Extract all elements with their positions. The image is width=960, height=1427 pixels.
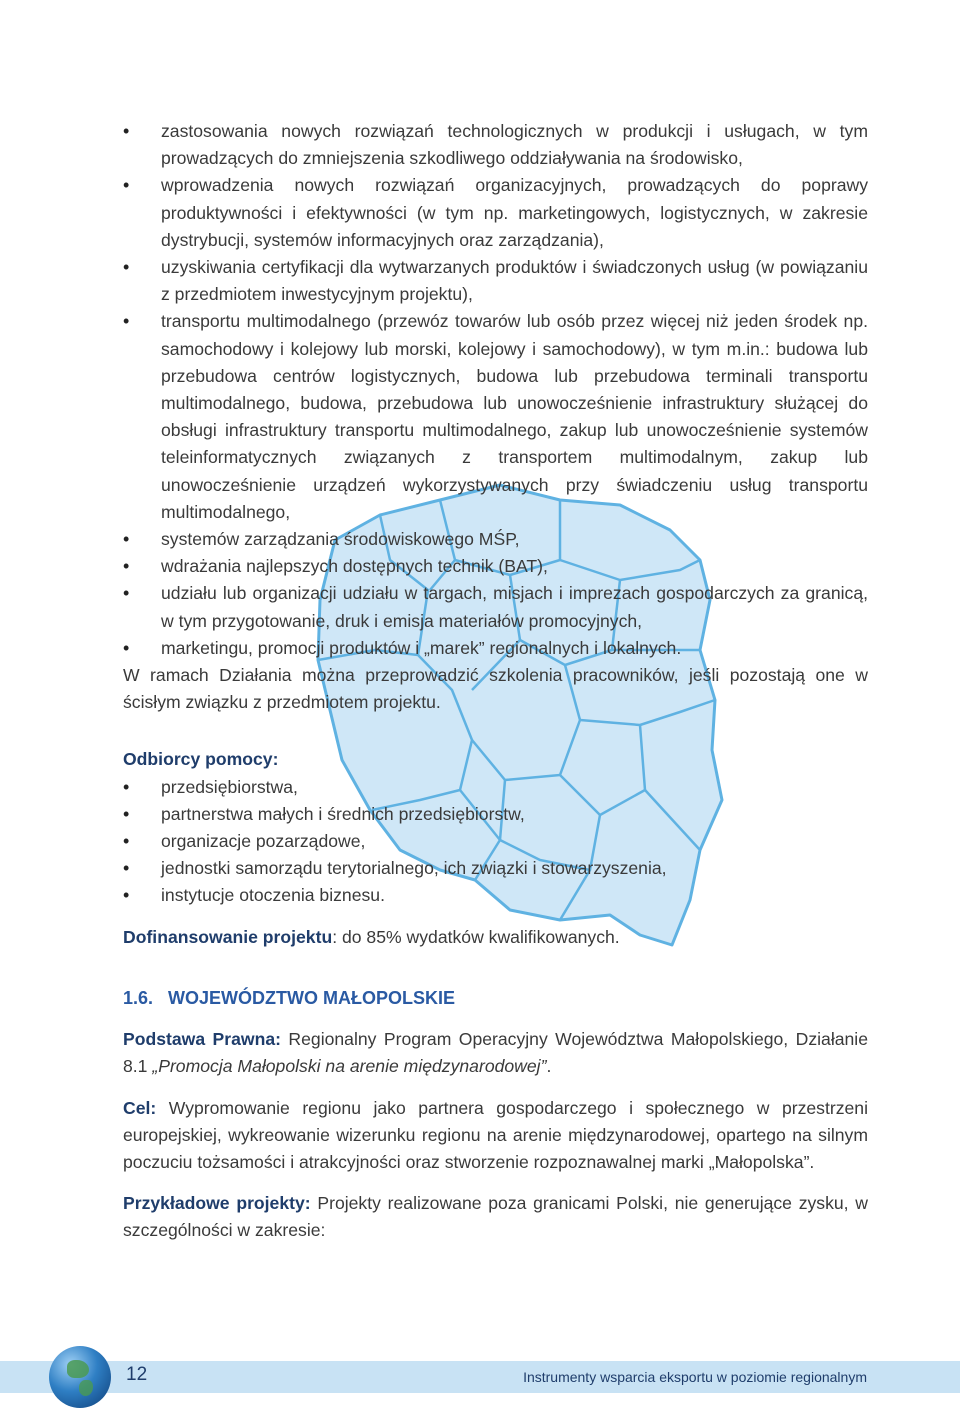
list-item: • przedsiębiorstwa, (123, 774, 868, 801)
recipients-heading: Odbiorcy pomocy: (123, 749, 279, 770)
intro-bullet-list (123, 118, 868, 662)
goal-text: Wypromowanie regionu jako partnera gospodarczego i społecznego w przestrzeni europejskiej, wykreowanie wizerunku regionu na arenie międzynarodowej, opartego na silnym poczuciu tożsamości i atrakcyjności oraz stworzenie rozpoznawalnej marki „Małopolska”. (123, 1097, 868, 1172)
example-projects-text: Projekty realizowane poza granicami Polski, nie generujące zysku, w szczególności w zakresie: (123, 1193, 868, 1241)
training-paragraph: W ramach Działania można przeprowadzić szkolenia pracowników, jeśli pozostają one w ścisłym związku z przedmiotem projektu. (123, 665, 868, 713)
list-item: • partnerstwa małych i średnich przedsiębiorstw, (123, 801, 868, 828)
funding-label: Dofinansowanie projektu (123, 926, 333, 947)
legal-basis-text: Regionalny Program Operacyjny Województwa Małopolskiego, Działanie 8.1 (123, 1029, 868, 1077)
list-item: • uzyskiwania certyfikacji dla wytwarzanych produktów i świadczonych usług (w powiązaniu z przedmiotem inwestycyjnym projektu), (123, 254, 868, 308)
list-item: • transportu multimodalnego (przewóz towarów lub osób przez więcej niż jeden środek np. samochodowy i kolejowy lub morski, kolejowy i samochodowy), w tym m.in.: budowa lub przebudowa centrów logistycznych, budowa lub przebudowa terminali transportu multimodalnego, budowa, przebudowa lub unowocześnienie infrastruktury służącej do obsługi infrastruktury transportu multimodalnego, zakup lub unowocześnienie systemów teleinformatycznych związanych z transportem multimodalnym, zakup lub unowocześnienie urządzeń wykorzystywanych przy świadczeniu usług transportu multimodalnego, (123, 308, 868, 526)
list-item: • wprowadzenia nowych rozwiązań organizacyjnych, prowadzących do poprawy produktywności i efektywności (w tym np. marketingowych, logistycznych, w zakresie dystrybucji, systemów informacyjnych oraz zarządzania), (123, 172, 868, 254)
recipients-list (123, 774, 868, 910)
goal-label: Cel: (123, 1097, 157, 1118)
section-title: WOJEWÓDZTWO MAŁOPOLSKIE (168, 987, 456, 1008)
funding-text: : do 85% wydatków kwalifikowanych. (332, 926, 620, 947)
list-item: • instytucje otoczenia biznesu. (123, 882, 868, 909)
globe-icon (49, 1346, 111, 1408)
legal-basis-label: Podstawa Prawna: (123, 1029, 281, 1050)
goal-paragraph (123, 1095, 868, 1177)
list-item: • udziału lub organizacji udziału w targach, misjach i imprezach gospodarczych za granicą, w tym przygotowanie, druk i emisja materiałów promocyjnych, (123, 580, 868, 634)
list-item: • wdrażania najlepszych dostępnych technik (BAT), (123, 553, 868, 580)
page-content (123, 118, 868, 1245)
section-number: 1.6. (123, 987, 154, 1008)
example-projects-label: Przykładowe projekty: (123, 1193, 311, 1214)
list-item: • marketingu, promocji produktów i „marek” regionalnych i lokalnych. (123, 635, 868, 662)
legal-basis-paragraph (123, 1026, 868, 1080)
page-number: 12 (126, 1364, 148, 1385)
list-item: • jednostki samorządu terytorialnego, ich związki i stowarzyszenia, (123, 855, 868, 882)
list-item: • systemów zarządzania środowiskowego MŚP, (123, 526, 868, 553)
footer-title: Instrumenty wsparcia eksportu w poziomie regionalnym (523, 1369, 867, 1385)
list-item: • zastosowania nowych rozwiązań technologicznych w produkcji i usługach, w tym prowadzących do zmniejszenia szkodliwego oddziaływania na środowisko, (123, 118, 868, 172)
funding-line (123, 924, 868, 951)
legal-basis-end: . (546, 1056, 552, 1077)
list-item: • organizacje pozarządowe, (123, 828, 868, 855)
example-projects-paragraph (123, 1190, 868, 1244)
legal-basis-italic: „Promocja Małopolski na arenie międzynarodowej” (152, 1056, 547, 1077)
section-heading (123, 985, 868, 1012)
